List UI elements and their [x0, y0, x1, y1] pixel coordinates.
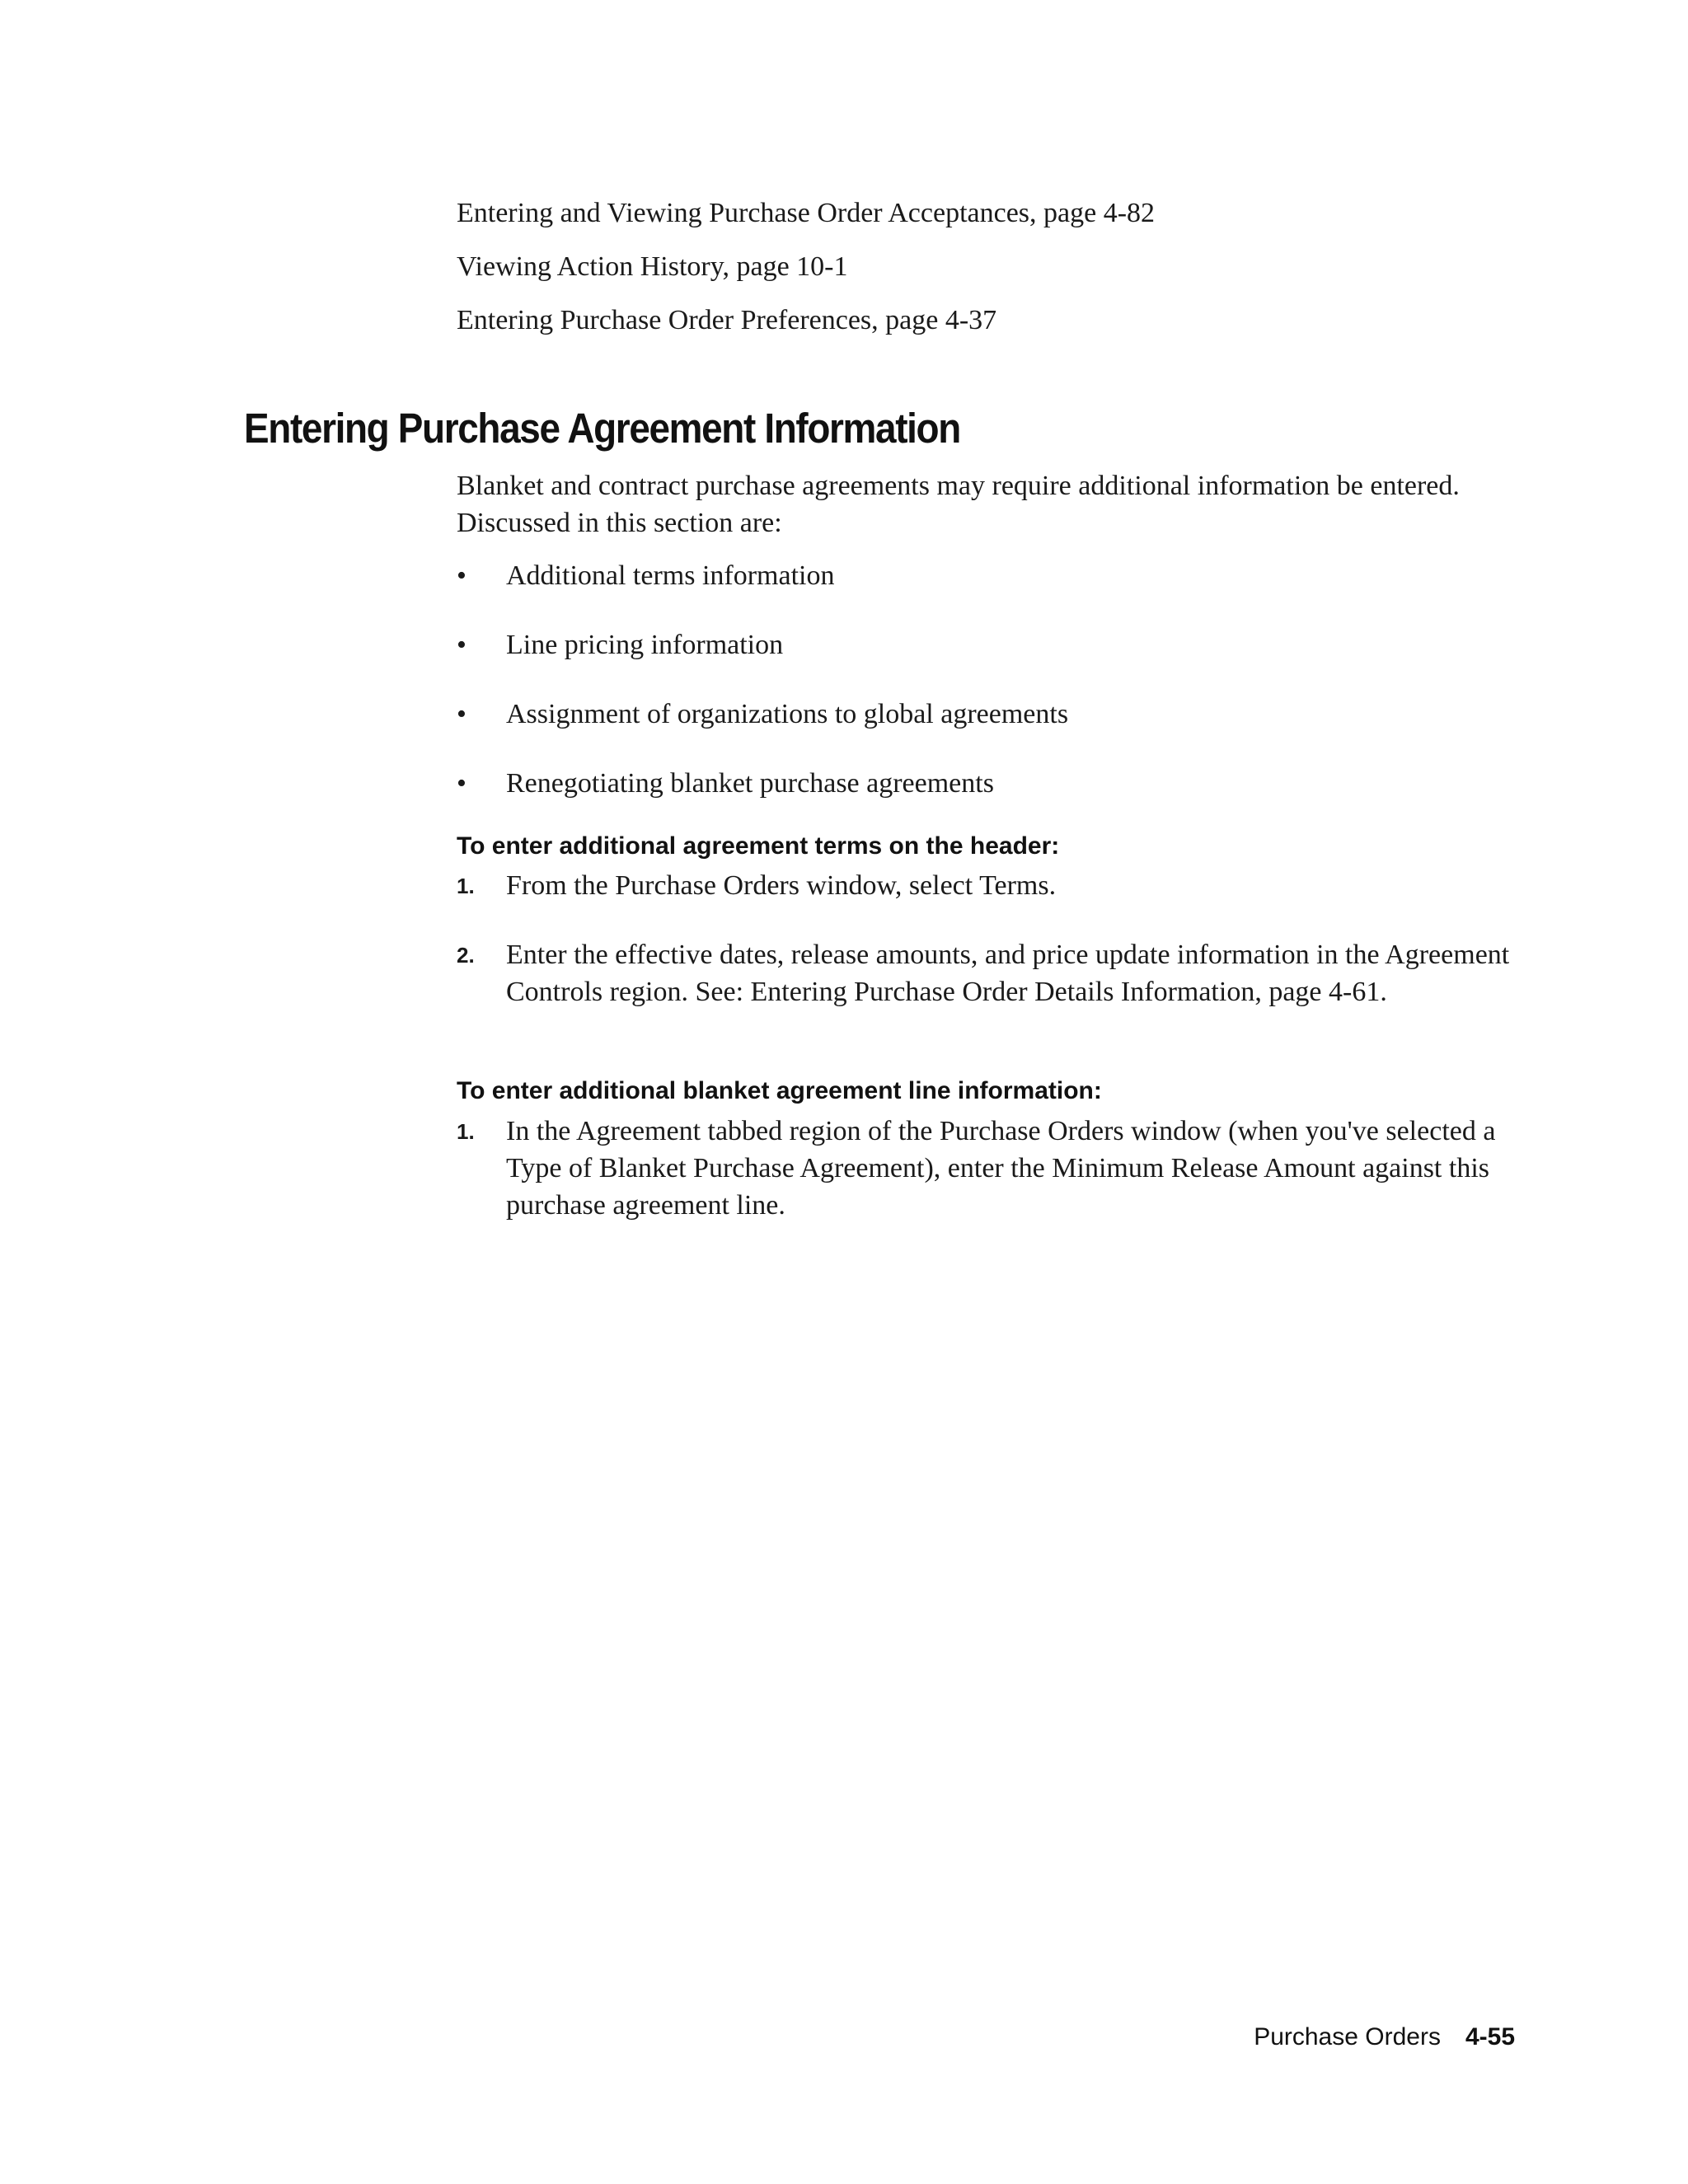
section-title: Entering Purchase Agreement Information: [244, 405, 960, 452]
procedure-steps: [457, 867, 1528, 1043]
step-item: [457, 936, 1528, 1010]
related-link[interactable]: Viewing Action History, page 10-1: [457, 251, 848, 282]
related-links: [457, 194, 1528, 355]
step-text: In the Agreement tabbed region of the Purchase Orders window (when you've selected a Type of Blanket Purchase Agreement), enter the Minimum Release Amount against this purchase agreement line.: [506, 1116, 1496, 1221]
list-item: [457, 557, 1528, 594]
list-item-text: Assignment of organizations to global agreements: [506, 699, 1069, 729]
step-item: [457, 867, 1528, 904]
step-text: From the Purchase Orders window, select Terms.: [506, 870, 1057, 901]
step-text: Enter the effective dates, release amounts, and price update information in the Agreement Controls region. See: Entering Purchase Order Details Information, page 4-61.: [506, 940, 1510, 1007]
bullet-icon: •: [457, 768, 467, 799]
page-footer: [1254, 2021, 1515, 2054]
step-number: 1.: [457, 874, 475, 898]
procedure-heading: To enter additional agreement terms on the header:: [457, 832, 1060, 860]
list-item-text: Line pricing information: [506, 630, 784, 660]
list-item: [457, 626, 1528, 663]
related-link[interactable]: Entering and Viewing Purchase Order Acceptances, page 4-82: [457, 198, 1156, 228]
procedure-heading: To enter additional blanket agreement line information:: [457, 1077, 1102, 1104]
section-intro: Blanket and contract purchase agreements may require additional information be entered. Discussed in this section are:: [457, 471, 1460, 538]
topic-list: [457, 557, 1528, 834]
bullet-icon: •: [457, 699, 467, 729]
footer-chapter: Purchase Orders: [1254, 2023, 1441, 2050]
list-item-text: Renegotiating blanket purchase agreements: [506, 768, 994, 799]
list-item: [457, 696, 1528, 733]
step-number: 2.: [457, 943, 475, 968]
step-number: 1.: [457, 1119, 475, 1144]
list-item: [457, 765, 1528, 802]
page-number: 4-55: [1465, 2023, 1515, 2050]
list-item-text: Additional terms information: [506, 560, 835, 591]
bullet-icon: •: [457, 630, 467, 660]
step-item: [457, 1113, 1528, 1224]
related-link[interactable]: Entering Purchase Order Preferences, page 4-37: [457, 305, 997, 335]
bullet-icon: •: [457, 560, 467, 591]
procedure-steps: [457, 1113, 1528, 1256]
